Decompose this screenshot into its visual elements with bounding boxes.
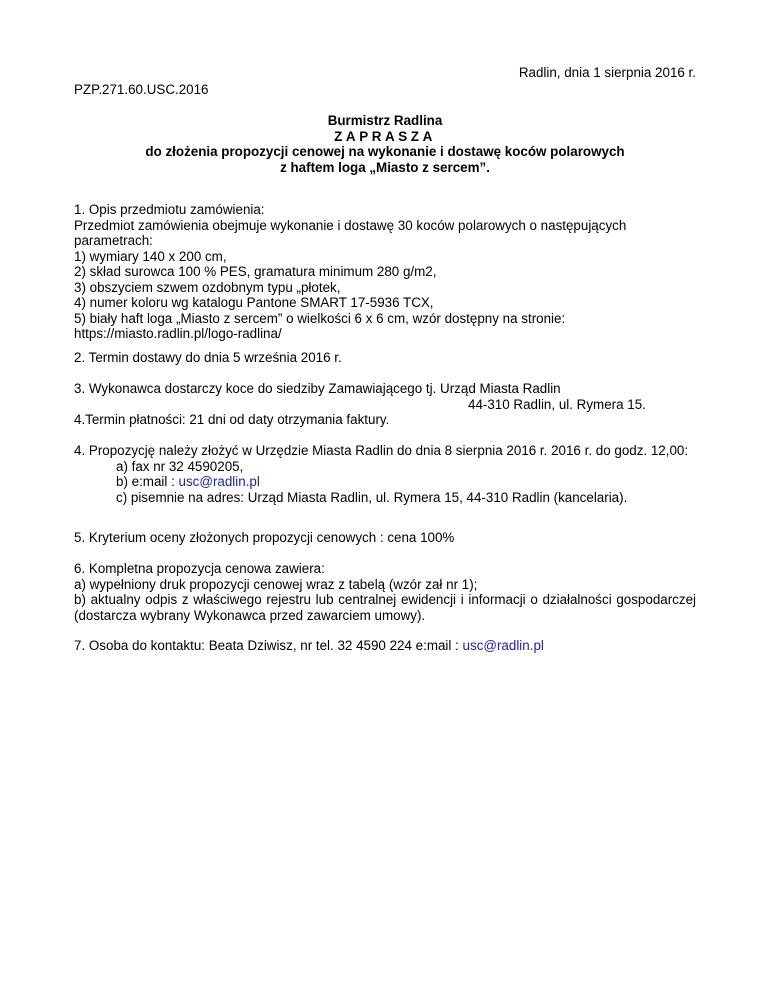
section-delivery-place — [74, 381, 696, 428]
evaluation-criteria-text: 5. Kryterium oceny złożonych propozycji cenowych : cena 100% — [74, 530, 455, 545]
contact-label: 7. Osoba do kontaktu: Beata Dziwisz, nr tel. 32 4590 224 e:mail : — [74, 638, 463, 653]
section-1-heading: 1. Opis przedmiotu zamówienia: — [74, 202, 265, 217]
subject-line-2: z haftem loga „Miasto z sercem”. — [280, 160, 490, 175]
subject-line-1: do złożenia propozycji cenowej na wykonanie i dostawę koców polarowych — [145, 144, 625, 159]
invitation-heading: ZAPRASZA — [334, 129, 436, 144]
section-submission — [74, 443, 696, 505]
document-date: Radlin, dnia 1 sierpnia 2016 r. — [518, 65, 696, 80]
submission-fax: a) fax nr 32 4590205, — [116, 458, 244, 474]
section-evaluation-criteria — [74, 530, 696, 546]
submission-email-link[interactable]: usc@radlin.pl — [178, 474, 260, 489]
section-1-intro: Przedmiot zamówienia obejmuje wykonanie i dostawę 30 koców polarowych o następujących parametrach: — [74, 217, 627, 248]
submission-text: 4. Propozycję należy złożyć w Urzędzie Miasta Radlin do dnia 8 sierpnia 2016 r. 2016 r. do godz. 12,00: — [74, 443, 689, 458]
payment-terms: 4.Termin płatności: 21 dni od daty otrzymania faktury. — [74, 412, 390, 427]
section-delivery-deadline — [74, 350, 696, 366]
contact-email-link[interactable]: usc@radlin.pl — [462, 638, 544, 653]
delivery-deadline-text: 2. Termin dostawy do dnia 5 września 2016 r. — [74, 350, 342, 365]
spec-item-stitching: 3) obszyciem szwem ozdobnym typu „płotek, — [74, 279, 341, 295]
section-order-description — [74, 202, 696, 342]
proposal-item-a: a) wypełniony druk propozycji cenowej wraz z tabelą (wzór zał nr 1); — [74, 576, 478, 592]
section-6-heading: 6. Kompletna propozycja cenowa zawiera: — [74, 561, 325, 576]
spec-item-embroidery: 5) biały haft loga „Miasto z sercem” o wielkości 6 x 6 cm, wzór dostępny na stronie: — [74, 310, 566, 326]
contact-line — [74, 638, 696, 654]
logo-pattern-url: https://miasto.radlin.pl/logo-radlina/ — [74, 326, 282, 341]
spec-item-dimensions: 1) wymiary 140 x 200 cm, — [74, 248, 227, 264]
issuer-title: Burmistrz Radlina — [327, 113, 443, 128]
spec-item-material: 2) skład surowca 100 % PES, gramatura minimum 280 g/m2, — [74, 264, 437, 279]
reference-number: PZP.271.60.USC.2016 — [74, 82, 209, 97]
section-proposal-contents — [74, 561, 696, 623]
delivery-place-text: 3. Wykonawca dostarczy koce do siedziby Zamawiającego tj. Urząd Miasta Radlin — [74, 381, 561, 396]
document-page — [74, 0, 696, 994]
proposal-item-b: b) aktualny odpis z właściwego rejestru lub centralnej ewidencji i informacji o działalności gospodarczej (dostarcza wybrany Wykonawca przed zawarciem umowy). — [74, 592, 696, 623]
submission-email — [74, 474, 696, 490]
submission-post: c) pisemnie na adres: Urząd Miasta Radlin, ul. Rymera 15, 44-310 Radlin (kancelaria). — [116, 489, 628, 505]
submission-email-label: b) e:mail : — [116, 474, 179, 489]
spec-item-color: 4) numer koloru wg katalogu Pantone SMART 17-5936 TCX, — [74, 295, 434, 310]
section-contact — [74, 638, 696, 654]
delivery-address: 44-310 Radlin, ul. Rymera 15. — [468, 396, 646, 412]
